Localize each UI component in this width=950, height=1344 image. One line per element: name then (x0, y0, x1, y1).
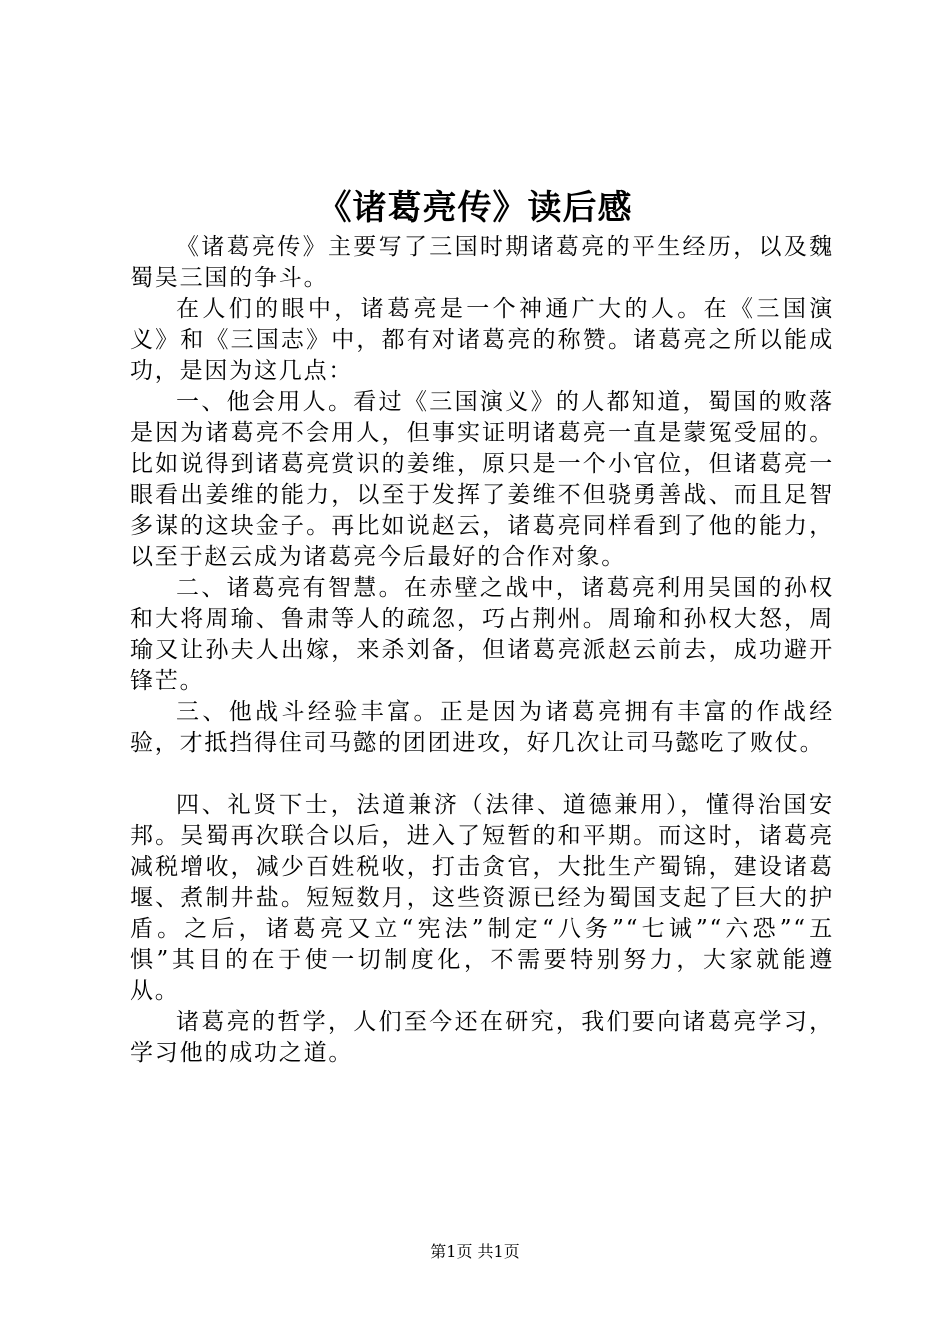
paragraph-reasons-lead: 在人们的眼中，诸葛亮是一个神通广大的人。在《三国演义》和《三国志》中，都有对诸葛亮的称赞。诸葛亮之所以能成功，是因为这几点： (130, 296, 834, 384)
paragraph-point-three: 三、他战斗经验丰富。正是因为诸葛亮拥有丰富的作战经验，才抵挡得住司马懿的团团进攻，好几次让司马懿吃了败仗。 (130, 699, 834, 756)
paragraph-conclusion: 诸葛亮的哲学，人们至今还在研究，我们要向诸葛亮学习，学习他的成功之道。 (130, 1009, 834, 1066)
page-footer: 第1页 共1页 (430, 1242, 520, 1261)
paragraph-point-four: 四、礼贤下士，法道兼济（法律、道德兼用），懂得治国安邦。吴蜀再次联合以后，进入了短暂的和平期。而这时，诸葛亮减税增收，减少百姓税收，打击贪官，大批生产蜀锦，建设诸葛堰、煮制井盐。短短数月，这些资源已经为蜀国支起了巨大的护盾。之后，诸葛亮又立“宪法”制定“八务”“七诫”“六恐”“五惧”其目的在于使一切制度化，不需要特别努力，大家就能遵从。 (130, 792, 834, 1004)
document-title: 《诸葛亮传》读后感 (317, 188, 633, 228)
paragraph-point-two: 二、诸葛亮有智慧。在赤壁之战中，诸葛亮利用吴国的孙权和大将周瑜、鲁肃等人的疏忽，巧占荆州。周瑜和孙权大怒，周瑜又让孙夫人出嫁，来杀刘备，但诸葛亮派赵云前去，成功避开锋芒。 (130, 575, 834, 694)
document-body (130, 232, 834, 1069)
paragraph-point-one: 一、他会用人。看过《三国演义》的人都知道，蜀国的败落是因为诸葛亮不会用人，但事实证明诸葛亮一直是蒙冤受屈的。比如说得到诸葛亮赏识的姜维，原只是一个小官位，但诸葛亮一眼看出姜维的能力，以至于发挥了姜维不但骁勇善战、而且足智多谋的这块金子。再比如说赵云，诸葛亮同样看到了他的能力，以至于赵云成为诸葛亮今后最好的合作对象。 (130, 389, 834, 570)
paragraph-intro: 《诸葛亮传》主要写了三国时期诸葛亮的平生经历，以及魏蜀吴三国的争斗。 (130, 234, 834, 291)
